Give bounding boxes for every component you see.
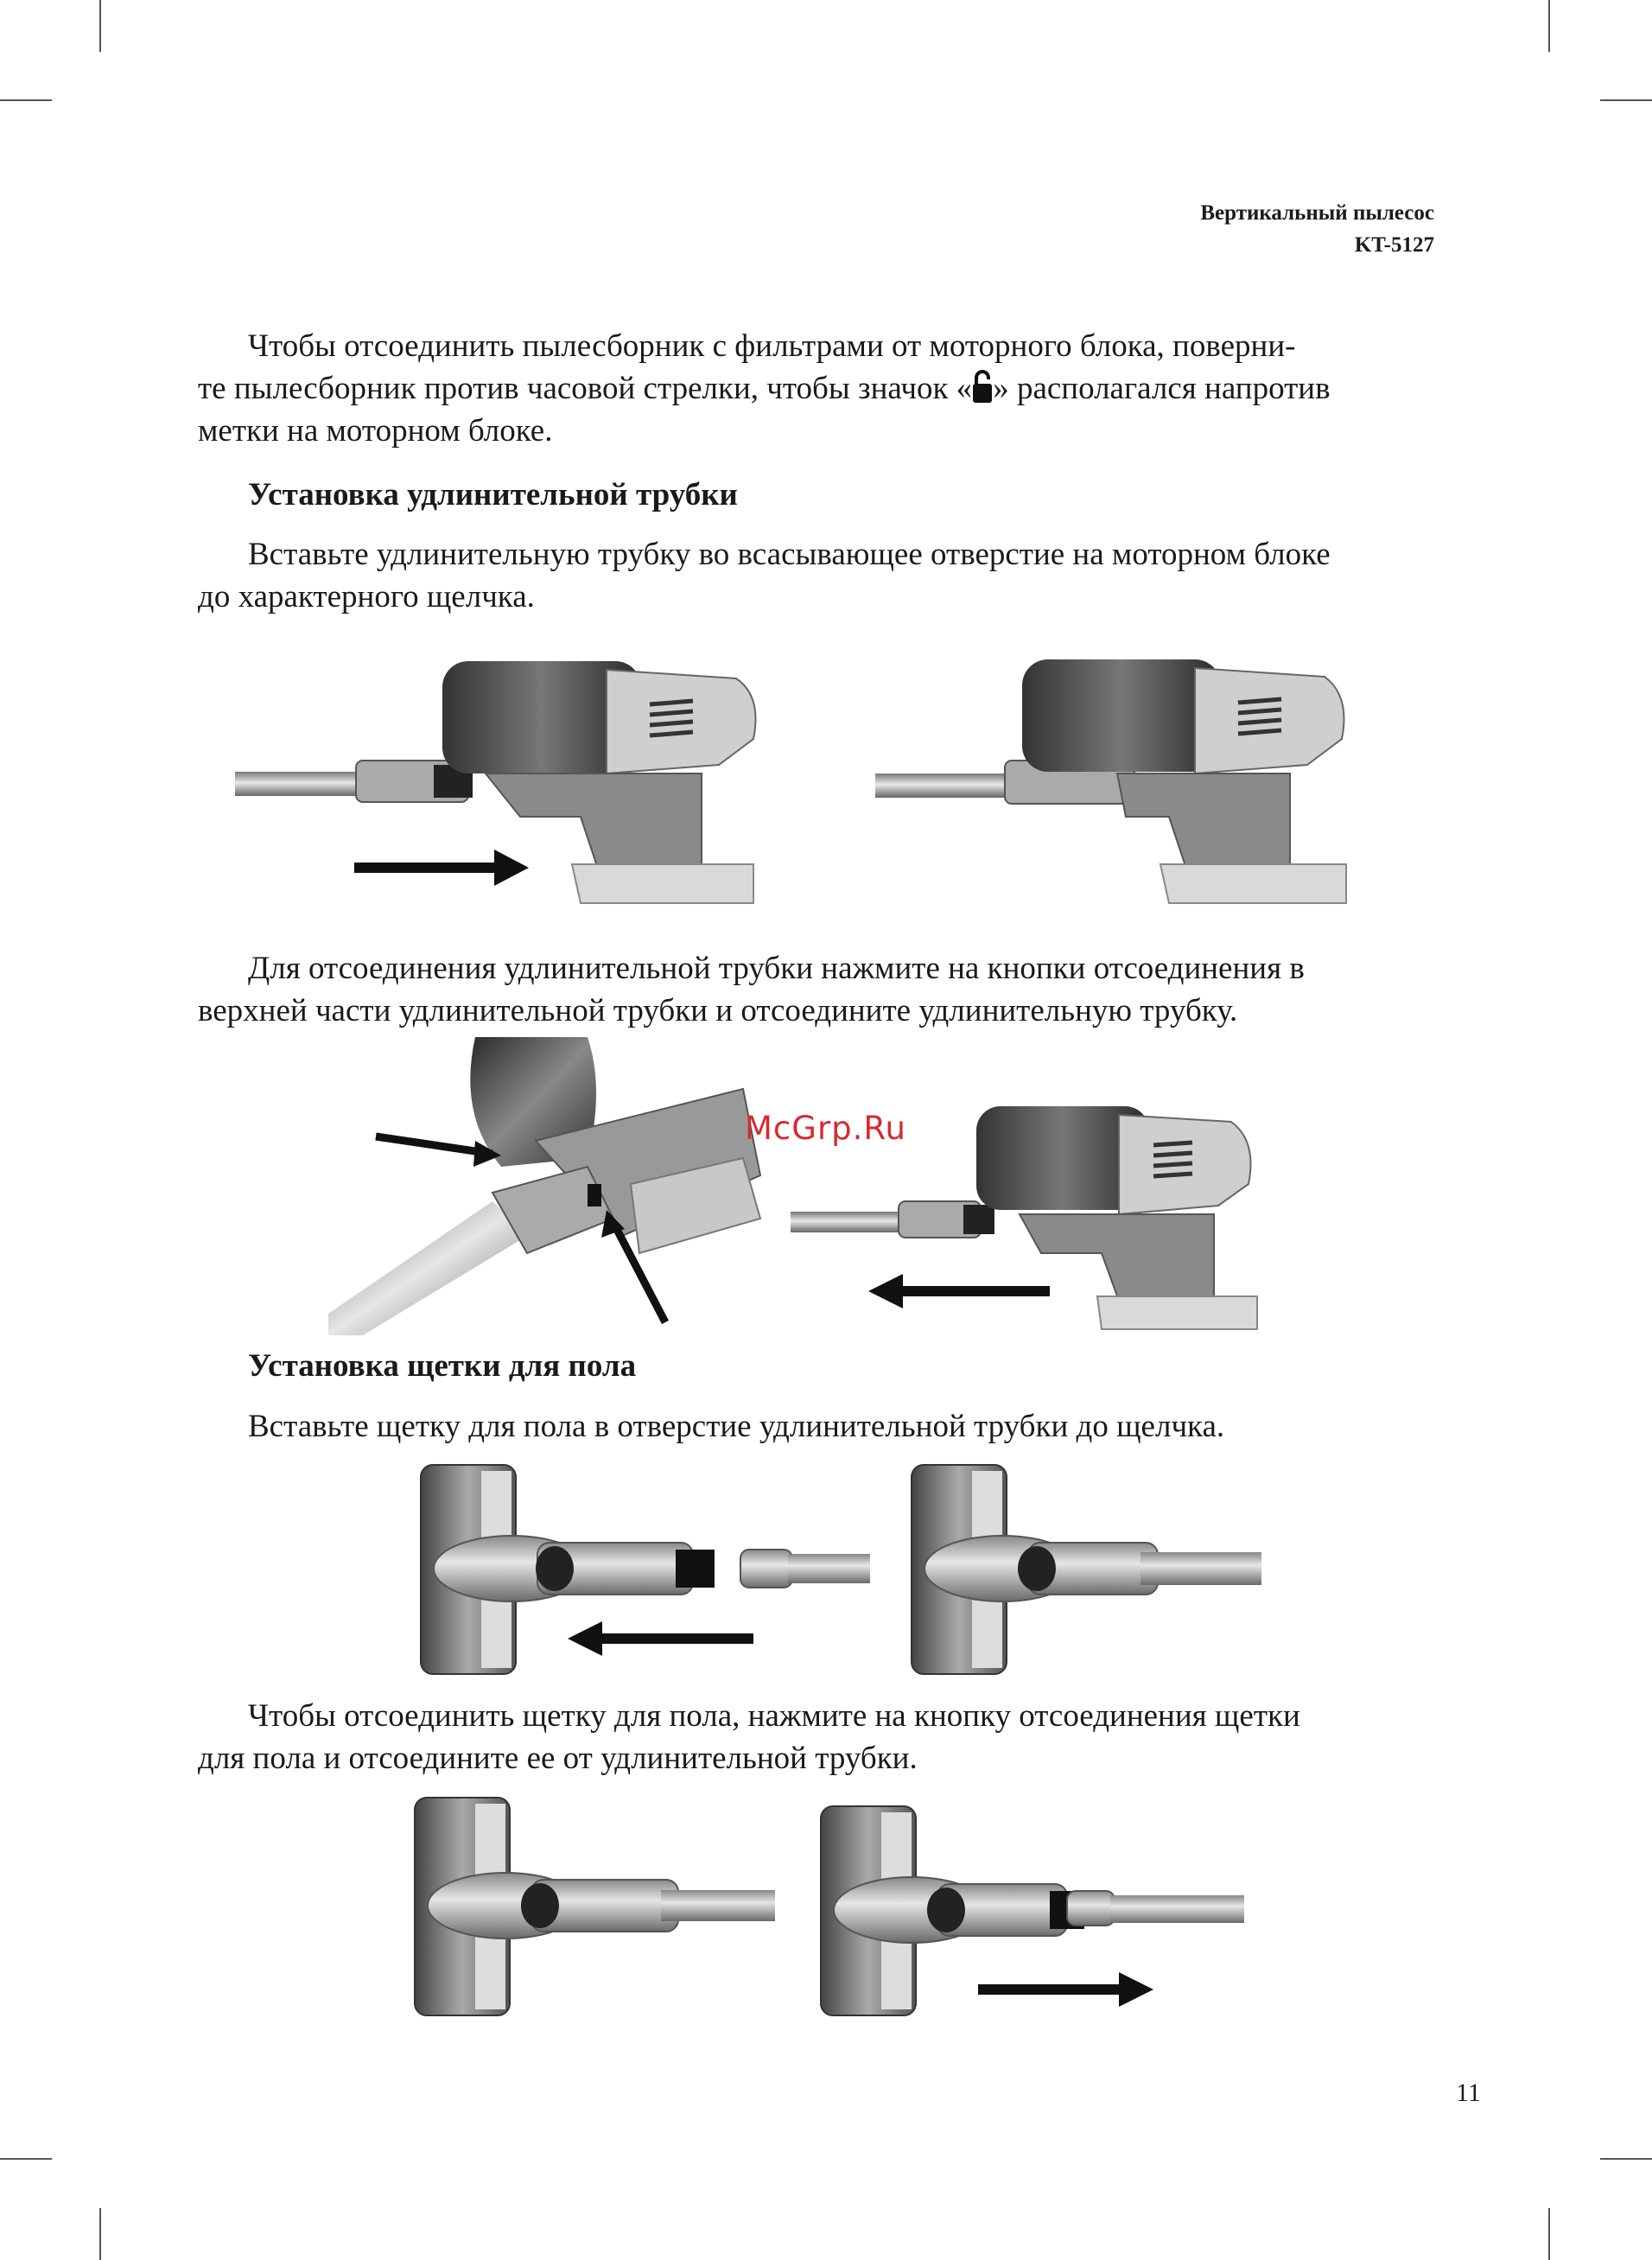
crop-mark [0, 2158, 52, 2160]
section-heading-brush: Установка щетки для пола [248, 1348, 637, 1384]
crop-mark [99, 0, 101, 52]
crop-mark [0, 99, 52, 101]
intro-paragraph: Чтобы отсоединить пылесборник с фильтрами от моторного блока, поверни- те пылесборник против часовой стрелки, чтобы значок « » располагался напротив метки на моторном блоке. [198, 328, 1331, 449]
photo-brush-attached [410, 1793, 775, 2020]
page-number: 11 [1456, 2079, 1481, 2107]
brush-install-paragraph: Вставьте щетку для пола в отверстие удлинительной трубки до щелчка. [248, 1409, 1225, 1444]
crop-mark [1600, 2158, 1652, 2160]
crop-mark [1600, 99, 1652, 101]
header-product: Вертикальный пылесос [1200, 201, 1434, 225]
section-heading-tube: Установка удлинительной трубки [248, 477, 738, 512]
tube-install-paragraph: Вставьте удлинительную трубку во всасывающее отверстие на моторном блоке до характерного щелчка. [198, 537, 1331, 614]
brush-detach-paragraph: Чтобы отсоединить щетку для пола, нажмите на кнопку отсоединения щетки для пола и отсоедините ее от удлинительной трубки. [198, 1698, 1300, 1776]
running-header [1200, 197, 1434, 261]
photo-tube-release-buttons [328, 1037, 771, 1335]
photo-tube-insert-before [235, 644, 762, 912]
watermark: McGrp.Ru [745, 1110, 906, 1147]
photo-brush-insert-before [416, 1461, 870, 1678]
crop-mark [1548, 0, 1550, 52]
crop-mark [1548, 2208, 1550, 2260]
crop-mark [99, 2208, 101, 2260]
tube-detach-paragraph: Для отсоединения удлинительной трубки нажмите на кнопки отсоединения в верхней части удлинительной трубки и отсоедините удлинительную трубку. [198, 951, 1305, 1028]
photo-brush-detached [816, 1802, 1244, 2020]
header-model: KT-5127 [1354, 233, 1434, 257]
photo-tube-insert-after [875, 644, 1359, 912]
open-padlock-icon [972, 369, 993, 404]
photo-brush-insert-after [907, 1461, 1261, 1678]
